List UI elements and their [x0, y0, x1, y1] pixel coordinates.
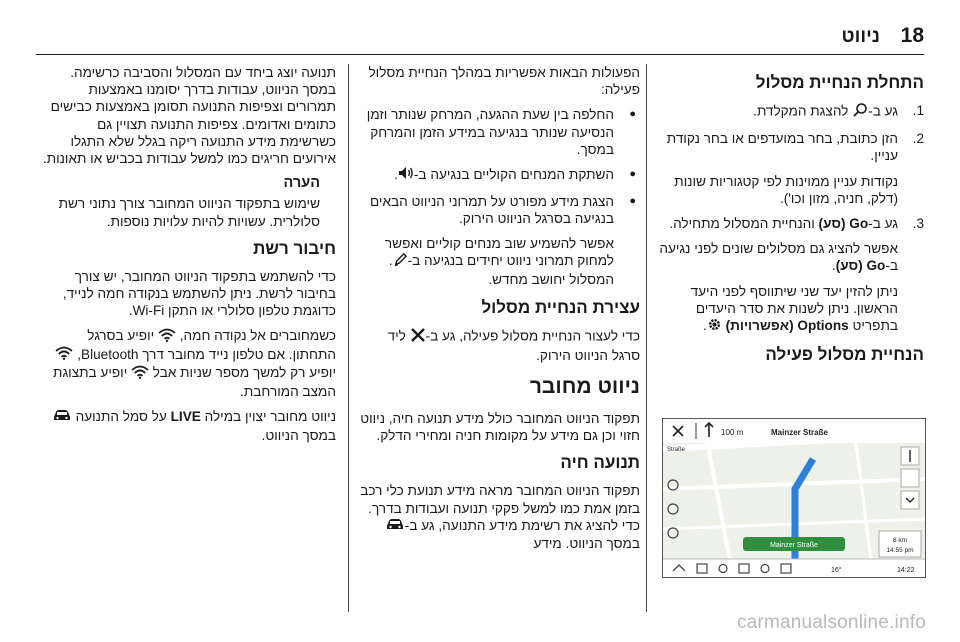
details-note: [358, 235, 640, 289]
text: אפשר להציג גם מסלולים שונים לפני נגיעה ב-: [659, 241, 898, 274]
column-right: [652, 64, 924, 374]
nav-street: Mainzer Straße: [771, 428, 828, 437]
page-header: [0, 0, 960, 58]
poi-note: נקודות עניין ממוינות לפי קטגוריות שונות (דלק, חניה, מזון וכו').: [674, 173, 898, 206]
text: .: [831, 258, 836, 274]
step-text: גע ב-: [868, 103, 898, 119]
section-title-stop-guidance: עצירת הנחיית מסלול: [481, 297, 640, 317]
column-divider-left: [348, 64, 349, 612]
note-box: [38, 175, 336, 230]
step-text: להצגת המקלדת.: [753, 103, 853, 119]
step-1: [652, 102, 924, 122]
nav-eta-distance: 8 km: [892, 537, 908, 544]
nav-street-left: Straße: [667, 447, 686, 453]
step-text: והנחיית המסלול מתחילה.: [669, 216, 819, 232]
alt-routes-note: [652, 240, 924, 274]
nav-distance: 100 m: [721, 428, 744, 437]
nav-eta-time: 14:55 pm: [886, 547, 914, 554]
text: ליד סרגל הניווט הירוק.: [387, 328, 640, 363]
navigation-screen-illustration: [662, 418, 926, 578]
section-title-connected-nav: ניווט מחובר: [529, 374, 640, 398]
nav-clock: 14:22: [897, 567, 915, 574]
action-details: ● הצגת מידע מפורט על תמרוני הניווט הבאים בנגיעה בסרגל הניווט הירוק.: [358, 193, 640, 227]
text: יופיע בסרגל התחתון. אם טלפון נייד מחובר דרך Bluetooth,: [73, 328, 336, 362]
note-text: שימוש בתפקוד הניווט המחובר צורך נתוני רשת סלולרית. עשויות להיות עלויות נוספות.: [58, 196, 320, 229]
action-toggle-time: ● החלפה בין שעת ההגעה, המרחק שנותר וזמן הנסיעה שנותר בנגיעה במידע הזמן והמרחק במסך.: [358, 106, 640, 158]
column-left: [38, 64, 336, 452]
active-guidance-actions: [358, 106, 640, 227]
section-title-active-guidance: הנחיית מסלול פעילה: [765, 345, 924, 365]
live-indicator-text: [38, 408, 336, 444]
column-middle: [358, 64, 640, 560]
wifi-icon: [131, 365, 149, 383]
step-2: [652, 130, 924, 164]
gear-icon: [707, 317, 722, 336]
step-text: גע ב-: [868, 216, 898, 232]
header-title: ניווט: [841, 26, 880, 47]
live-traffic-text: [358, 482, 640, 552]
step-number: 2.: [912, 131, 924, 147]
stop-guidance-text: [358, 327, 640, 364]
text: תפקוד הניווט המחובר מראה מידע תנועת כלי רכב בזמן אמת כמו למשל פקקי תנועה ועבודות בדרך. כדי להציג את רשימת מידע התנועה, גע ב-: [360, 483, 640, 533]
step-number: 1.: [912, 103, 924, 118]
section-title-start-guidance: התחלת הנחיית מסלול: [755, 73, 924, 92]
text: השתקת המנחים הקוליים בנגיעה ב-: [413, 167, 614, 183]
action-mute: [358, 166, 640, 185]
text: במסך הניווט. מידע: [533, 536, 640, 552]
watermark: carmanualsonline.info: [736, 612, 926, 633]
go-label: Go (סע): [835, 258, 886, 274]
section-title-live-traffic: תנועה חיה: [560, 453, 640, 473]
waypoint-note: [652, 283, 924, 337]
options-label: Options (אפשרויות): [725, 318, 849, 334]
page-number: 18: [900, 24, 924, 47]
step-text: הזן כתובת, בחר במועדפים או בחר נקודת עניין.: [666, 131, 898, 164]
traffic-continued: תנועה יוצג ביחד עם המסלול והסביבה כרשימה. במסך הניווט, עבודות בדרך יסומנו באמצעות תמרורים וצפיפות התנועה תסומן באמצעות כבישים כתומים ואדומים. צפיפות התנועה תצויין גם כשרשימת מידע התנועה ריקה בגלל שלא התגלו אירועים חריגים כמו למשל עבודות בכביש או תאונות.: [42, 65, 336, 167]
pencil-icon: [393, 252, 408, 271]
text: ניתן להזין יעד שני שיתווסף לפני היעד הראשון. ניתן לשנות את סדר היעדים בתפריט: [690, 283, 898, 334]
start-steps: [652, 102, 924, 165]
text: יופיע רק למשך מספר שניות אבל: [149, 365, 336, 381]
text: אפשר להשמיע שוב מנחים קוליים ואפשר למחוק תמרוני ניווט יחידים בנגיעה ב-: [384, 235, 614, 269]
step-number: 3.: [912, 216, 924, 232]
traffic-car-icon: [52, 408, 72, 426]
close-icon: [410, 327, 426, 347]
connected-nav-text: תפקוד הניווט המחובר כולל מידע תנועה חיה, ניווט חזוי וכן גם מידע על מקומות חניה ומחירי הדלק.: [360, 410, 640, 444]
text: כדי לעצור הנחיית מסלול פעילה, גע ב-: [425, 328, 640, 344]
step-3: [652, 215, 924, 232]
go-label: Go (סע): [818, 216, 869, 232]
wifi-icon: [158, 328, 176, 346]
start-steps-continued: [652, 215, 924, 232]
section-title-network: חיבור רשת: [253, 238, 336, 258]
text: יופיע בתצוגת המצב המורחבת.: [53, 365, 336, 399]
nav-route-label: Mainzer Straße: [770, 542, 818, 549]
text: על סמל התנועה: [71, 409, 171, 425]
wifi-text: [38, 327, 336, 400]
text: . המסלול יחושב מחדש.: [388, 253, 614, 288]
active-guidance-intro: הפעולות הבאות אפשריות במהלך הנחיית מסלול פעילה:: [368, 65, 640, 98]
speaker-icon: [398, 166, 414, 184]
text: .: [703, 318, 707, 334]
nav-temp: 16°: [831, 567, 842, 574]
wifi-icon: [55, 346, 73, 364]
text: ניווט מחובר יצוין במילה: [200, 409, 336, 425]
text: .: [394, 167, 398, 183]
text: כשמחוברים אל נקודה חמה,: [175, 328, 336, 344]
search-icon: [852, 102, 868, 122]
column-divider-right: [646, 64, 647, 612]
live-label: LIVE: [170, 409, 201, 425]
header-rule: [36, 54, 924, 55]
traffic-car-icon: [385, 517, 405, 535]
network-text: כדי להשתמש בתפקוד הניווט המחובר, יש צורך בחיבור לרשת. ניתן להשתמש בנקודה חמה לנייד, כדוגמת טלפון סלולרי או התקן Wi-Fi.: [62, 268, 336, 319]
note-title: הערה: [283, 175, 320, 192]
text: במסך הניווט.: [261, 427, 336, 443]
